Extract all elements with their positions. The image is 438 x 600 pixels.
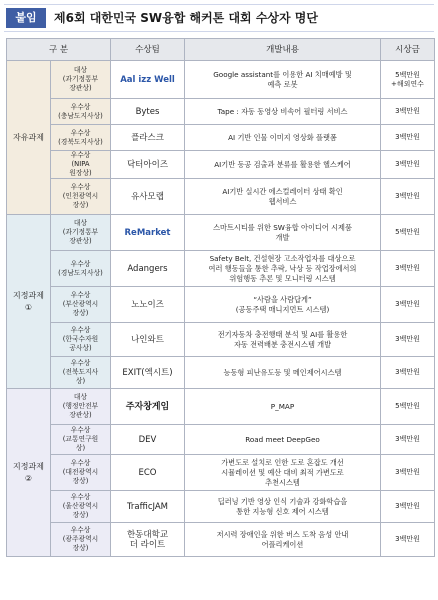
col-header-team: 수상팀 [111,39,185,61]
prize-cell: 우수상 (경남도지사상) [51,251,111,287]
prize-cell: 우수상 (인천광역시 장상) [51,179,111,215]
winners-table [6,38,435,557]
table-row [7,251,435,287]
page-title: 제6회 대한민국 SW융합 해커톤 대회 수상자 명단 [54,11,318,25]
team-cell: Aal izz Well [111,61,185,99]
col-header-dev: 개발내용 [185,39,381,61]
award-cell: 3백만원 [381,491,435,523]
award-cell: 3백만원 [381,125,435,151]
table-header-row [7,39,435,61]
prize-cell: 우수상 (NIPA 원장상) [51,151,111,179]
header-bar [4,4,434,32]
prize-cell: 우수상 (부산광역시 장상) [51,287,111,323]
award-cell: 3백만원 [381,179,435,215]
table-row [7,455,435,491]
table-row [7,287,435,323]
prize-cell: 우수상 (한국수자원 공사상) [51,323,111,357]
team-cell: DEV [111,425,185,455]
attachment-tag: 붙임 [6,8,46,28]
table-row [7,323,435,357]
team-cell: EXIT(엑시트) [111,357,185,389]
group-name-cell: 지정과제 ② [7,389,51,557]
team-cell: 노노이즈 [111,287,185,323]
award-cell: 3백만원 [381,455,435,491]
dev-cell: 전기자동차 충전행태 분석 및 AI를 활용한 자동 전력배분 충전시스템 개발 [185,323,381,357]
team-cell: 주자창게임 [111,389,185,425]
table-body [7,61,435,557]
award-cell: 5백만원 +해외연수 [381,61,435,99]
team-cell: ECO [111,455,185,491]
group-name-cell: 지정과제 ① [7,215,51,389]
team-cell: TrafficJAM [111,491,185,523]
team-cell: Adangers [111,251,185,287]
group-name-cell: 자유과제 [7,61,51,215]
table-row [7,61,435,99]
prize-cell: 대상 (과기정통부 장관상) [51,61,111,99]
team-cell: Bytes [111,99,185,125]
team-cell: 나인와트 [111,323,185,357]
award-cell: 3백만원 [381,99,435,125]
prize-cell: 우수상 (경북도지사상) [51,125,111,151]
dev-cell: 딥러닝 기반 영상 인식 기술과 강화학습을 통한 지능형 신호 제어 시스템 [185,491,381,523]
award-cell: 5백만원 [381,389,435,425]
dev-cell: AI 기반 인물 이미지 영상화 플랫폼 [185,125,381,151]
dev-cell: 스마트시티를 위한 SW융합 아이디어 시제품 개발 [185,215,381,251]
award-cell: 3백만원 [381,287,435,323]
dev-cell: Road meet DeepGeo [185,425,381,455]
table-row [7,357,435,389]
award-cell: 3백만원 [381,523,435,557]
dev-cell: Tape : 자동 동영상 비속어 필터링 서비스 [185,99,381,125]
prize-cell: 우수상 (광주광역시 장상) [51,523,111,557]
table-row [7,99,435,125]
award-cell: 3백만원 [381,357,435,389]
award-cell: 3백만원 [381,323,435,357]
dev-cell: Google assistant를 이용한 AI 치매예방 및 예측 로봇 [185,61,381,99]
award-cell: 3백만원 [381,151,435,179]
dev-cell: Safety Belt, 건설현장 고소작업자를 대상으로 여러 행동들을 통한 추락, 낙상 등 작업장에서의 위험행동 추론 및 모니터링 시스템 [185,251,381,287]
col-header-award: 시상금 [381,39,435,61]
award-cell: 3백만원 [381,425,435,455]
team-cell: 닥터아이즈 [111,151,185,179]
col-header-category: 구 분 [7,39,111,61]
prize-cell: 대상 (행정안전부 장관상) [51,389,111,425]
table-row [7,425,435,455]
prize-cell: 우수상 (대전광역시 장상) [51,455,111,491]
dev-cell: 저시력 장애인을 위한 버스 도착 음성 안내 어플리케이션 [185,523,381,557]
table-row [7,125,435,151]
table-row [7,151,435,179]
dev-cell: 능동형 피난유도등 및 메인제어시스템 [185,357,381,389]
dev-cell: 가변도로 설치로 인한 도로 혼잡도 개선 시뮬레이션 및 예산 대비 최적 가변도로 추천시스템 [185,455,381,491]
team-cell: 플라스크 [111,125,185,151]
table-row [7,389,435,425]
award-cell: 3백만원 [381,251,435,287]
prize-cell: 대상 (과기정통부 장관상) [51,215,111,251]
table-row [7,523,435,557]
award-cell: 5백만원 [381,215,435,251]
team-cell: ReMarket [111,215,185,251]
table-row [7,215,435,251]
prize-cell: 우수상 (교통연구원 상) [51,425,111,455]
table-row [7,179,435,215]
dev-cell: AI기반 실시간 에스컬레이터 상태 확인 웹서비스 [185,179,381,215]
team-cell: 한동대학교 더 라이트 [111,523,185,557]
prize-cell: 우수상 (충남도지사상) [51,99,111,125]
prize-cell: 우수상 (전북도지사 상) [51,357,111,389]
prize-cell: 우수상 (울산광역시 장상) [51,491,111,523]
team-cell: 유사모랩 [111,179,185,215]
table-row [7,491,435,523]
dev-cell: P_MAP [185,389,381,425]
dev-cell: AI기반 동공 검출과 분류를 활용한 헬스케어 [185,151,381,179]
dev-cell: “사람을 사람답게” (공동주택 매니지먼트 시스템) [185,287,381,323]
